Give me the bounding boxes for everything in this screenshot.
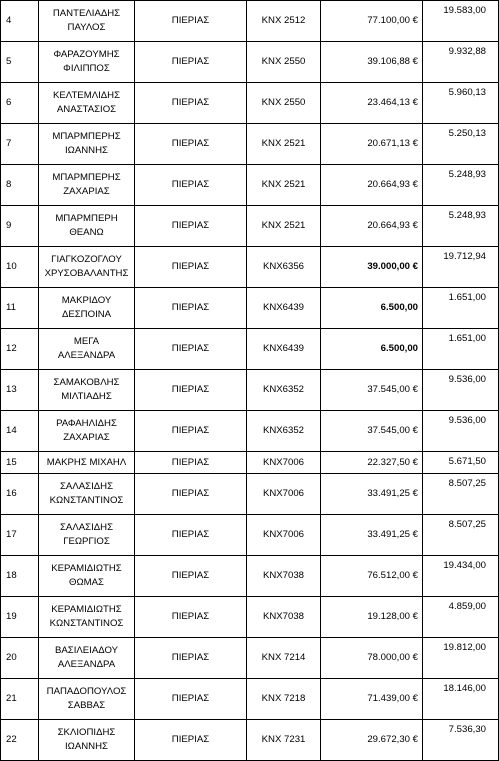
table-row <box>1 83 499 124</box>
surname: ΣΑΜΑΚΟΒΛΗΣ <box>53 377 120 388</box>
code-cell: ΚΝΧ 2521 <box>247 124 321 165</box>
table-row <box>1 638 499 679</box>
person-name <box>39 165 135 206</box>
surname: ΜΠΑΡΜΠΕΡΗ <box>55 213 118 224</box>
table-row <box>1 556 499 597</box>
table-row <box>1 124 499 165</box>
region-cell: ΠΙΕΡΙΑΣ <box>135 83 247 124</box>
code-cell: ΚΝΧ7006 <box>247 515 321 556</box>
region-cell: ΠΙΕΡΙΑΣ <box>135 1 247 42</box>
first-name: ΔΕΣΠΟΙΝΑ <box>61 309 112 320</box>
table-body <box>1 1 499 761</box>
table-row <box>1 165 499 206</box>
table-row <box>1 720 499 761</box>
code-cell: ΚΝΧ 2521 <box>247 206 321 247</box>
code-cell: ΚΝΧ6439 <box>247 329 321 370</box>
region-cell: ΠΙΕΡΙΑΣ <box>135 42 247 83</box>
amount-cell: 71.439,00 € <box>321 679 423 720</box>
code-cell: ΚΝΧ 7231 <box>247 720 321 761</box>
code-cell: ΚΝΧ 2550 <box>247 83 321 124</box>
table-row <box>1 597 499 638</box>
region-cell: ΠΙΕΡΙΑΣ <box>135 124 247 165</box>
region-cell: ΠΙΕΡΙΑΣ <box>135 474 247 515</box>
paid-cell: 5.248,93 <box>423 165 499 206</box>
paid-cell: 19.712,94 <box>423 247 499 288</box>
surname: ΚΕΡΑΜΙΔΙΩΤΗΣ <box>51 604 122 615</box>
row-number: 4 <box>1 1 39 42</box>
surname: ΚΕΛΤΕΜΛΙΔΗΣ <box>52 90 121 101</box>
person-name <box>39 83 135 124</box>
region-cell: ΠΙΕΡΙΑΣ <box>135 288 247 329</box>
surname: ΣΑΛΑΣΙΔΗΣ <box>60 522 113 533</box>
person-name <box>39 474 135 515</box>
first-name: ΑΛΕΞΑΝΔΡΑ <box>57 659 116 670</box>
region-cell: ΠΙΕΡΙΑΣ <box>135 370 247 411</box>
row-number: 6 <box>1 83 39 124</box>
person-name <box>39 638 135 679</box>
amount-cell: 23.464,13 € <box>321 83 423 124</box>
person-name <box>39 288 135 329</box>
person-name <box>39 329 135 370</box>
surname: ΡΑΦΑΗΛΙΔΗΣ <box>56 418 117 429</box>
code-cell: ΚΝΧ 7218 <box>247 679 321 720</box>
person-name <box>39 720 135 761</box>
code-cell: ΚΝΧ 2550 <box>247 42 321 83</box>
code-cell: ΚΝΧ6352 <box>247 411 321 452</box>
person-name <box>39 206 135 247</box>
surname: ΒΑΣΙΛΕΙΑΔΟΥ <box>54 645 119 656</box>
paid-cell: 5.250,13 <box>423 124 499 165</box>
amount-cell: 6.500,00 <box>321 288 423 329</box>
first-name: ΑΝΑΣΤΑΣΙΟΣ <box>56 104 117 115</box>
first-name: ΓΕΩΡΓΙΟΣ <box>63 536 110 547</box>
row-number: 7 <box>1 124 39 165</box>
row-number: 16 <box>1 474 39 515</box>
surname: ΠΑΠΑΔΟΠΟΥΛΟΣ <box>46 686 127 697</box>
surname: ΜΕΓΑ <box>73 336 100 347</box>
region-cell: ΠΙΕΡΙΑΣ <box>135 638 247 679</box>
amount-cell: 19.128,00 € <box>321 597 423 638</box>
person-name <box>39 411 135 452</box>
paid-cell: 8.507,25 <box>423 515 499 556</box>
amount-cell: 37.545,00 € <box>321 411 423 452</box>
code-cell: ΚΝΧ6439 <box>247 288 321 329</box>
region-cell: ΠΙΕΡΙΑΣ <box>135 556 247 597</box>
region-cell: ΠΙΕΡΙΑΣ <box>135 411 247 452</box>
row-number: 8 <box>1 165 39 206</box>
row-number: 21 <box>1 679 39 720</box>
row-number: 15 <box>1 452 39 474</box>
amount-cell: 29.672,30 € <box>321 720 423 761</box>
first-name: ΘΕΑΝΩ <box>69 227 104 238</box>
amount-cell: 37.545,00 € <box>321 370 423 411</box>
person-name <box>39 124 135 165</box>
table-row <box>1 329 499 370</box>
person-name <box>39 515 135 556</box>
surname: ΣΑΛΑΣΙΔΗΣ <box>60 481 113 492</box>
row-number: 19 <box>1 597 39 638</box>
row-number: 11 <box>1 288 39 329</box>
surname: ΜΑΚΡΗΣ ΜΙΧΑΗΛ <box>46 456 127 468</box>
row-number: 13 <box>1 370 39 411</box>
row-number: 5 <box>1 42 39 83</box>
surname: ΣΚΛΙΟΠΙΔΗΣ <box>57 727 116 738</box>
surname: ΜΑΚΡΙΔΟΥ <box>61 295 112 306</box>
code-cell: ΚΝΧ 7214 <box>247 638 321 679</box>
region-cell: ΠΙΕΡΙΑΣ <box>135 597 247 638</box>
paid-cell: 7.536,30 <box>423 720 499 761</box>
code-cell: ΚΝΧ6356 <box>247 247 321 288</box>
region-cell: ΠΙΕΡΙΑΣ <box>135 720 247 761</box>
table-row <box>1 411 499 452</box>
person-name <box>39 556 135 597</box>
first-name: ΣΑΒΒΑΣ <box>67 700 106 711</box>
row-number: 12 <box>1 329 39 370</box>
first-name: ΘΩΜΑΣ <box>69 577 104 588</box>
surname: ΜΠΑΡΜΠΕΡΗΣ <box>52 131 121 142</box>
table-row <box>1 247 499 288</box>
amount-cell: 20.664,93 € <box>321 165 423 206</box>
region-cell: ΠΙΕΡΙΑΣ <box>135 329 247 370</box>
person-name <box>39 597 135 638</box>
first-name: ΑΛΕΞΑΝΔΡΑ <box>57 350 116 361</box>
surname: ΠΑΝΤΕΛΙΑΔΗΣ <box>52 8 121 19</box>
paid-cell: 9.536,00 <box>423 370 499 411</box>
table-row <box>1 515 499 556</box>
region-cell: ΠΙΕΡΙΑΣ <box>135 165 247 206</box>
first-name: ΖΑΧΑΡΙΑΣ <box>63 432 110 443</box>
table-row <box>1 1 499 42</box>
code-cell: ΚΝΧ7006 <box>247 474 321 515</box>
amount-cell: 77.100,00 € <box>321 1 423 42</box>
paid-cell: 1.651,00 <box>423 329 499 370</box>
row-number: 14 <box>1 411 39 452</box>
person-name <box>39 247 135 288</box>
row-number: 18 <box>1 556 39 597</box>
code-cell: ΚΝΧ7006 <box>247 452 321 474</box>
table-row <box>1 370 499 411</box>
row-number: 10 <box>1 247 39 288</box>
amount-cell: 20.664,93 € <box>321 206 423 247</box>
first-name: ΜΙΛΤΙΑΔΗΣ <box>61 391 112 402</box>
amount-cell: 33.491,25 € <box>321 474 423 515</box>
first-name: ΚΩΝΣΤΑΝΤΙΝΟΣ <box>49 495 124 506</box>
paid-cell: 5.671,50 <box>423 452 499 474</box>
table-row <box>1 474 499 515</box>
code-cell: ΚΝΧ 2512 <box>247 1 321 42</box>
region-cell: ΠΙΕΡΙΑΣ <box>135 679 247 720</box>
paid-cell: 4.859,00 <box>423 597 499 638</box>
table-row <box>1 288 499 329</box>
region-cell: ΠΙΕΡΙΑΣ <box>135 247 247 288</box>
code-cell: ΚΝΧ 2521 <box>247 165 321 206</box>
table-row <box>1 452 499 474</box>
code-cell: ΚΝΧ6352 <box>247 370 321 411</box>
paid-cell: 5.960,13 <box>423 83 499 124</box>
row-number: 22 <box>1 720 39 761</box>
table-row <box>1 206 499 247</box>
row-number: 9 <box>1 206 39 247</box>
paid-cell: 5.248,93 <box>423 206 499 247</box>
first-name: ΙΩΑΝΝΗΣ <box>65 145 108 156</box>
table-row <box>1 42 499 83</box>
amount-cell: 20.671,13 € <box>321 124 423 165</box>
amount-cell: 76.512,00 € <box>321 556 423 597</box>
code-cell: ΚΝΧ7038 <box>247 556 321 597</box>
amount-cell: 22.327,50 € <box>321 452 423 474</box>
table-row <box>1 679 499 720</box>
person-name <box>39 370 135 411</box>
paid-cell: 9.536,00 <box>423 411 499 452</box>
region-cell: ΠΙΕΡΙΑΣ <box>135 515 247 556</box>
paid-cell: 19.434,00 <box>423 556 499 597</box>
person-name <box>39 42 135 83</box>
first-name: ΙΩΑΝΝΗΣ <box>65 741 108 752</box>
paid-cell: 1.651,00 <box>423 288 499 329</box>
surname: ΓΙΑΓΚΟΖΟΓΛΟΥ <box>51 254 122 265</box>
first-name: ΧΡΥΣΟΒΑΛΑΝΤΗΣ <box>44 268 129 279</box>
region-cell: ΠΙΕΡΙΑΣ <box>135 452 247 474</box>
person-name <box>39 679 135 720</box>
code-cell: ΚΝΧ7038 <box>247 597 321 638</box>
paid-cell: 19.583,00 <box>423 1 499 42</box>
surname: ΜΠΑΡΜΠΕΡΗΣ <box>52 172 121 183</box>
row-number: 17 <box>1 515 39 556</box>
amount-cell: 39.000,00 € <box>321 247 423 288</box>
first-name: ΖΑΧΑΡΙΑΣ <box>63 186 110 197</box>
amount-cell: 6.500,00 <box>321 329 423 370</box>
paid-cell: 19.812,00 <box>423 638 499 679</box>
surname: ΦΑΡΑΖΟΥΜΗΣ <box>53 49 120 60</box>
first-name: ΠΑΥΛΟΣ <box>67 22 106 33</box>
paid-cell: 9.932,88 <box>423 42 499 83</box>
person-name <box>39 452 135 474</box>
person-name <box>39 1 135 42</box>
region-cell: ΠΙΕΡΙΑΣ <box>135 206 247 247</box>
first-name: ΦΙΛΙΠΠΟΣ <box>63 63 110 74</box>
amount-cell: 39.106,88 € <box>321 42 423 83</box>
first-name: ΚΩΝΣΤΑΝΤΙΝΟΣ <box>49 618 124 629</box>
paid-cell: 18.146,00 <box>423 679 499 720</box>
amount-cell: 78.000,00 € <box>321 638 423 679</box>
paid-cell: 8.507,25 <box>423 474 499 515</box>
row-number: 20 <box>1 638 39 679</box>
surname: ΚΕΡΑΜΙΔΙΩΤΗΣ <box>51 563 122 574</box>
amount-cell: 33.491,25 € <box>321 515 423 556</box>
